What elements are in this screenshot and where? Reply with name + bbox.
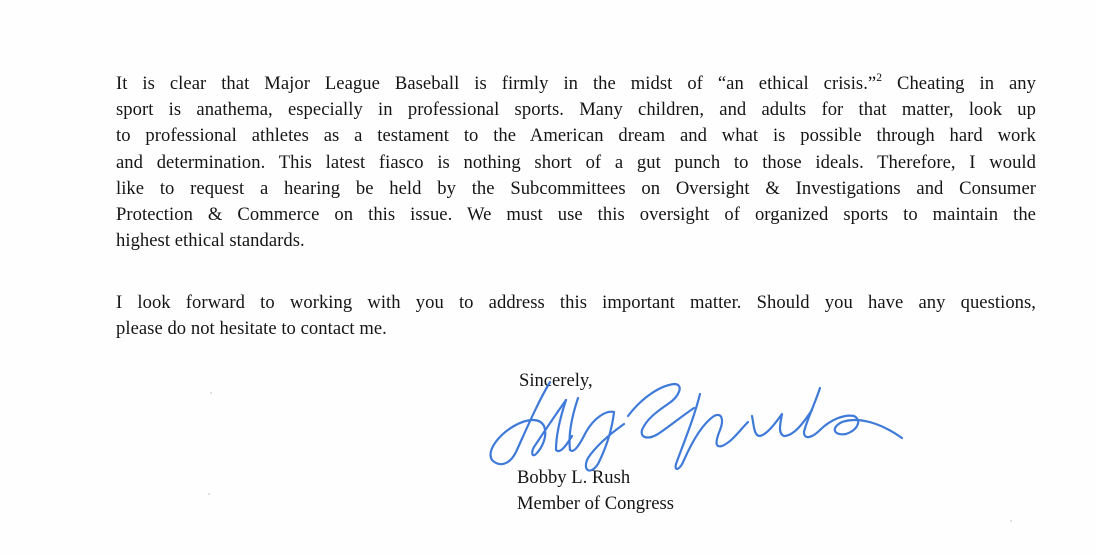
cheating-fragment: Cheating in any: [882, 73, 1036, 94]
paragraph-1-line-3: to professional athletes as a testament to the American dream and what is possible through hard work: [116, 125, 1036, 147]
paragraph-1-line-6: Protection & Commerce on this issue. We must use this oversight of organized sports to maintain the: [116, 204, 1036, 226]
paper-speck: [210, 392, 212, 394]
paragraph-1-line-5: like to request a hearing be held by the Subcommittees on Oversight & Investigations and Consumer: [116, 177, 1036, 199]
paragraph-1-line-4: and determination. This latest fiasco is nothing short of a gut punch to those ideals. Therefore, I would: [116, 151, 1036, 173]
paragraph-1-line-2: sport is anathema, especially in professional sports. Many children, and adults for that matter, look up: [116, 99, 1036, 121]
paragraph-1-line-7: highest ethical standards.: [116, 230, 305, 252]
paper-speck: [1010, 520, 1012, 522]
paper-speck: [208, 493, 210, 495]
body-paragraph-1: [116, 71, 1036, 254]
handwritten-signature: [470, 360, 910, 480]
signer-title: Member of Congress: [517, 493, 674, 514]
paragraph-2-line-2: please do not hesitate to contact me.: [116, 318, 387, 340]
paragraph-1-line-1: [116, 71, 1036, 97]
crisis-sentence: It is clear that Major League Baseball is firmly in the midst of “an ethical crisis.”: [116, 73, 877, 94]
footnote-mark: 2: [876, 72, 883, 84]
signer-name: Bobby L. Rush: [517, 467, 631, 488]
closing-salutation: Sincerely,: [519, 370, 593, 391]
body-paragraph-2: [116, 290, 1036, 342]
paragraph-2-line-1: I look forward to working with you to address this important matter. Should you have any questions,: [116, 292, 1036, 313]
